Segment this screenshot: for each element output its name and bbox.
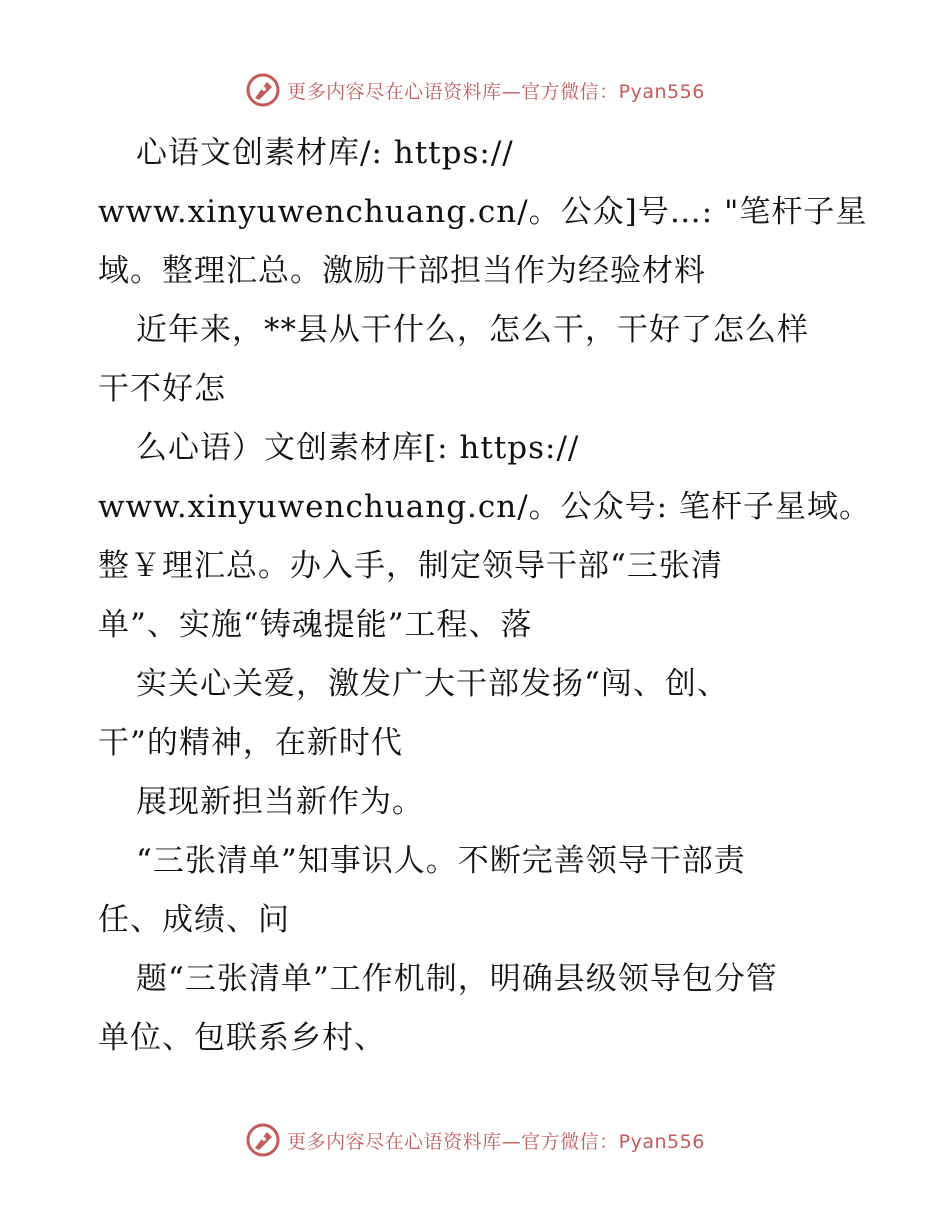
pen-nib-logo-icon [245, 1122, 281, 1158]
text-line: 题“三张清单”工作机制，明确县级领导包分管 [136, 961, 778, 997]
text-line: 干”的精神，在新时代 [98, 725, 403, 761]
text-line: 么心语）文创素材库[: https:// [136, 430, 580, 466]
text-line: www.xinyuwenchuang.cn/。公众]号…: "笔杆子星 [98, 194, 868, 230]
text-line: 任、成绩、问 [98, 902, 290, 938]
text-line: 单位、包联系乡村、 [98, 1020, 386, 1056]
text-line: 心语文创素材库/: https:// [136, 135, 514, 171]
text-line: 干不好怎 [98, 371, 226, 407]
text-line: 整￥理汇总。办入手，制定领导干部“三张清 [98, 548, 723, 584]
text-line: 域。整理汇总。激励干部担当作为经验材料 [98, 253, 706, 289]
text-line: 展现新担当新作为。 [136, 784, 424, 820]
watermark-banner-top [0, 70, 950, 110]
text-line: 近年来，**县从干什么，怎么干，干好了怎么样 [136, 312, 809, 348]
text-line: 实关心关爱，激发广大干部发扬“闯、创、 [136, 666, 729, 702]
watermark-banner-bottom [0, 1120, 950, 1160]
watermark-text: 更多内容尽在心语资料库—官方微信：Pyan556 [287, 1130, 705, 1153]
pen-nib-logo-icon [245, 72, 281, 108]
text-line: “三张清单”知事识人。不断完善领导干部责 [136, 843, 746, 879]
text-line: www.xinyuwenchuang.cn/。公众号: 笔杆子星域。 [98, 489, 871, 525]
watermark-text: 更多内容尽在心语资料库—官方微信：Pyan556 [287, 80, 705, 103]
text-line: 单”、实施“铸魂提能”工程、落 [98, 607, 533, 643]
document-body [98, 124, 871, 1068]
